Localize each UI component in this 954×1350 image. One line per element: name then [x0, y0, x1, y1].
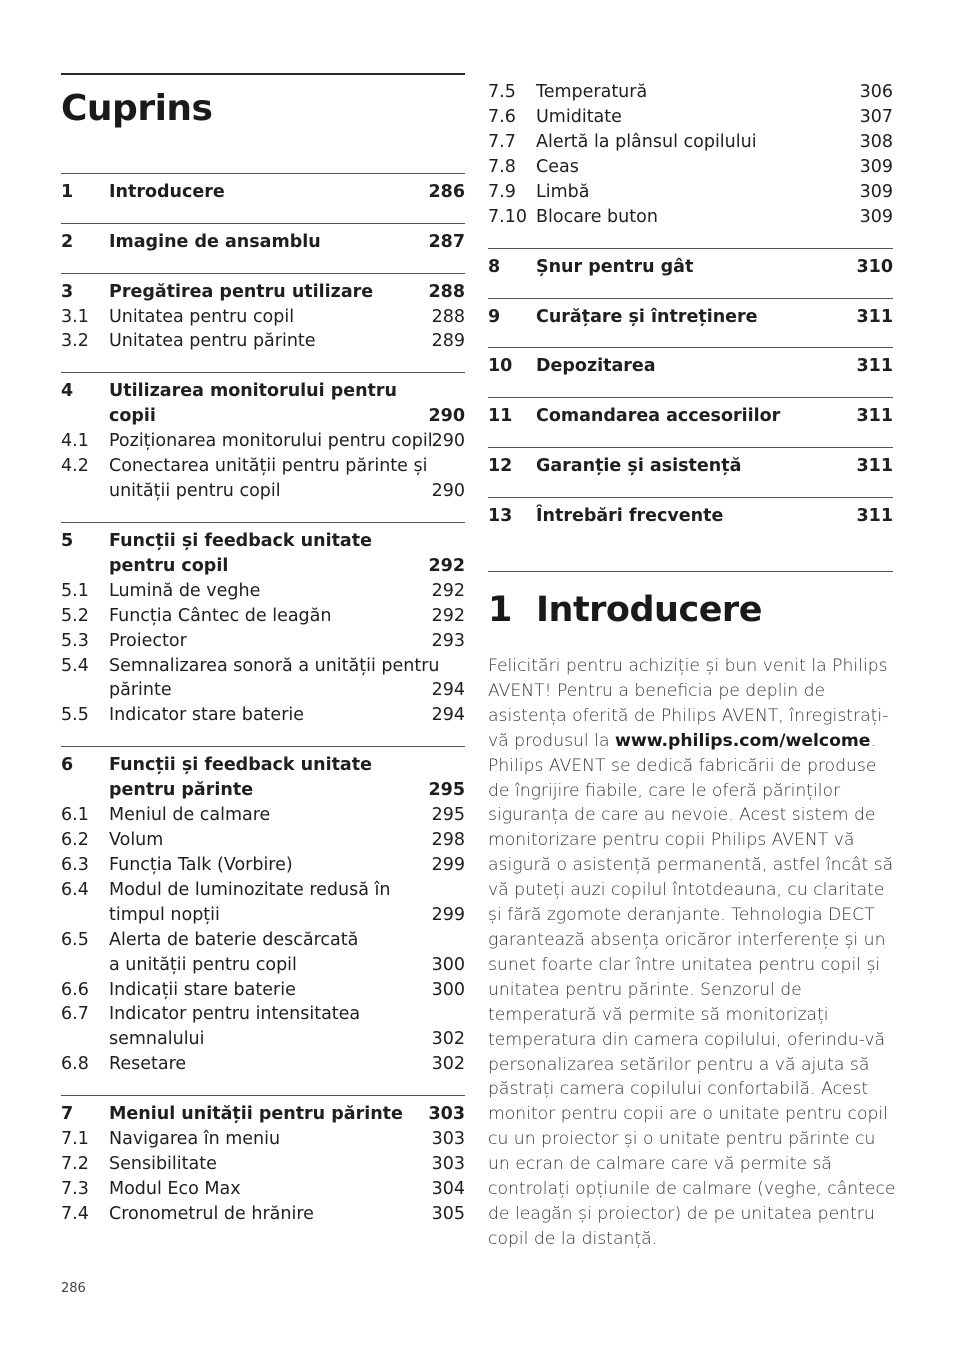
toc-entry-number: 5.5	[61, 705, 89, 725]
toc-entry[interactable]	[61, 978, 465, 1003]
toc-entry-title: Sensibilitate	[109, 1154, 217, 1174]
toc-entry[interactable]	[61, 778, 465, 803]
toc-entry-title: Volum	[109, 830, 164, 850]
toc-entry-number: 5	[61, 531, 74, 551]
toc-entry-title: Introducere	[109, 182, 225, 202]
toc-entry[interactable]	[61, 1027, 465, 1052]
toc-entry-page: 299	[431, 905, 465, 925]
toc-entry[interactable]	[61, 529, 465, 554]
toc-rule	[488, 347, 893, 348]
toc-entry-page: 303	[428, 1104, 465, 1124]
toc-entry-title: Resetare	[109, 1054, 187, 1074]
toc-entry[interactable]	[61, 629, 465, 654]
toc-entry-title: Funcția Cântec de leagăn	[109, 606, 332, 626]
toc-entry[interactable]	[488, 155, 893, 180]
toc-entry-title: Curățare și întreținere	[536, 307, 758, 327]
toc-entry-title: Depozitarea	[536, 356, 656, 376]
toc-entry[interactable]	[61, 953, 465, 978]
toc-entry-number: 7	[61, 1104, 74, 1124]
toc-entry-title: pentru părinte	[109, 780, 254, 800]
toc-entry-title: Indicator stare baterie	[109, 705, 305, 725]
toc-entry-page: 309	[859, 157, 893, 177]
toc-entry-title: Întrebări frecvente	[536, 506, 724, 526]
toc-entry-page: 309	[859, 207, 893, 227]
toc-entry[interactable]	[488, 80, 893, 105]
toc-entry[interactable]	[61, 479, 465, 504]
toc-entry-number: 7.5	[488, 82, 516, 102]
toc-entry-number: 8	[488, 257, 501, 277]
toc-entry-number: 6	[61, 755, 74, 775]
toc-entry-number: 6.1	[61, 805, 89, 825]
toc-entry[interactable]	[61, 903, 465, 928]
toc-entry-page: 294	[431, 705, 465, 725]
toc-entry-title: timpul nopții	[109, 905, 220, 925]
toc-entry-title: Alertă la plânsul copilului	[536, 132, 757, 152]
toc-entry[interactable]	[61, 928, 465, 953]
toc-entry[interactable]	[61, 454, 465, 479]
intro-text-start: Felicitări pentru achiziție și bun venit la Philips AVENT! Pentru a beneficia pe deplin de asistența oferită de Philips AVENT, înregistrați-vă produsul la	[488, 656, 889, 751]
toc-entry-title: Poziționarea monitorului pentru copil	[109, 431, 433, 451]
toc-entry[interactable]	[61, 404, 465, 429]
toc-entry-number: 2	[61, 232, 74, 252]
toc-entry[interactable]	[61, 703, 465, 728]
toc-entry-number: 7.3	[61, 1179, 89, 1199]
toc-entry-number: 7.1	[61, 1129, 89, 1149]
toc-rule	[488, 397, 893, 398]
toc-entry-number: 7.2	[61, 1154, 89, 1174]
toc-entry[interactable]	[488, 354, 893, 379]
toc-rule	[61, 372, 465, 373]
toc-entry-page: 303	[431, 1129, 465, 1149]
toc-entry[interactable]	[61, 429, 465, 454]
toc-entry-page: 293	[431, 631, 465, 651]
toc-entry-title: Umiditate	[536, 107, 622, 127]
toc-entry[interactable]	[61, 579, 465, 604]
toc-entry-page: 302	[431, 1054, 465, 1074]
toc-entry[interactable]	[61, 1052, 465, 1077]
toc-entry[interactable]	[61, 878, 465, 903]
intro-text	[488, 654, 896, 1252]
toc-entry[interactable]	[61, 853, 465, 878]
toc-entry-number: 6.2	[61, 830, 89, 850]
welcome-link[interactable]: www.philips.com/welcome	[614, 730, 871, 751]
toc-entry-title: Modul de luminozitate redusă în	[109, 880, 391, 900]
toc-entry-title: Funcții și feedback unitate	[109, 531, 372, 551]
toc-entry[interactable]	[61, 604, 465, 629]
toc-entry-number: 4.2	[61, 456, 89, 476]
section-title: Introducere	[536, 590, 762, 630]
toc-entry-number: 5.4	[61, 656, 89, 676]
toc-rule	[61, 173, 465, 174]
toc-entry-number: 4.1	[61, 431, 89, 451]
toc-entry-number: 3	[61, 282, 74, 302]
toc-entry-number: 6.3	[61, 855, 89, 875]
toc-rule	[488, 497, 893, 498]
toc-entry-title: Semnalizarea sonoră a unității pentru	[109, 656, 440, 676]
toc-entry-page: 289	[431, 331, 465, 351]
toc-rule	[61, 273, 465, 274]
toc-entry-number: 12	[488, 456, 513, 476]
toc-entry-page: 300	[431, 955, 465, 975]
toc-entry[interactable]	[488, 404, 893, 429]
toc-entry-page: 286	[428, 182, 465, 202]
toc-entry[interactable]	[61, 828, 465, 853]
intro-paragraph-1	[488, 654, 896, 754]
toc-entry-page: 303	[431, 1154, 465, 1174]
toc-entry-title: Ceas	[536, 157, 579, 177]
toc-entry[interactable]	[61, 1152, 465, 1177]
toc-entry-page: 290	[428, 406, 465, 426]
toc-entry-number: 6.6	[61, 980, 89, 1000]
toc-entry[interactable]	[61, 329, 465, 354]
toc-entry[interactable]	[61, 305, 465, 330]
toc-entry-page: 302	[431, 1029, 465, 1049]
toc-entry-title: unității pentru copil	[109, 481, 281, 501]
toc-entry-number: 7.4	[61, 1204, 89, 1224]
toc-entry-title: Meniul unității pentru părinte	[109, 1104, 403, 1124]
toc-entry-number: 5.2	[61, 606, 89, 626]
toc-entry-title: părinte	[109, 680, 172, 700]
toc-entry-number: 6.4	[61, 880, 89, 900]
toc-entry-number: 5.1	[61, 581, 89, 601]
toc-entry-title: Alerta de baterie descărcată	[109, 930, 359, 950]
toc-entry-number: 6.7	[61, 1004, 89, 1024]
toc-entry-title: Blocare buton	[536, 207, 658, 227]
toc-entry-page: 292	[431, 606, 465, 626]
toc-entry-title: Unitatea pentru părinte	[109, 331, 316, 351]
top-rule	[61, 73, 465, 75]
toc-rule	[488, 248, 893, 249]
toc-entry-title: Funcții și feedback unitate	[109, 755, 372, 775]
toc-entry-page: 311	[856, 356, 893, 376]
toc-entry[interactable]	[61, 180, 465, 205]
toc-entry-title: Unitatea pentru copil	[109, 307, 295, 327]
toc-entry-number: 7.10	[488, 207, 527, 227]
toc-entry-number: 1	[61, 182, 74, 202]
toc-entry-number: 6.5	[61, 930, 89, 950]
toc-entry[interactable]	[61, 803, 465, 828]
toc-entry[interactable]	[61, 1127, 465, 1152]
toc-rule	[488, 298, 893, 299]
toc-entry-number: 4	[61, 381, 74, 401]
toc-entry-title: Modul Eco Max	[109, 1179, 241, 1199]
toc-entry-number: 10	[488, 356, 513, 376]
toc-entry-title: Navigarea în meniu	[109, 1129, 281, 1149]
toc-entry-page: 307	[859, 107, 893, 127]
toc-rule	[61, 223, 465, 224]
page-number: 286	[61, 1281, 86, 1296]
toc-entry[interactable]	[61, 1102, 465, 1127]
toc-entry-number: 7.7	[488, 132, 516, 152]
toc-entry-title: Imagine de ansamblu	[109, 232, 321, 252]
toc-entry[interactable]	[61, 1002, 465, 1027]
toc-entry-title: Lumină de veghe	[109, 581, 261, 601]
toc-entry[interactable]	[61, 230, 465, 255]
toc-entry-title: Temperatură	[536, 82, 648, 102]
toc-entry[interactable]	[61, 678, 465, 703]
toc-entry-title: Comandarea accesoriilor	[536, 406, 781, 426]
toc-entry[interactable]	[61, 753, 465, 778]
toc-entry-page: 294	[431, 680, 465, 700]
toc-entry-title: Garanție și asistență	[536, 456, 742, 476]
toc-entry-page: 304	[431, 1179, 465, 1199]
toc-entry-page: 290	[431, 431, 465, 451]
section-number: 1	[488, 590, 512, 630]
toc-entry-page: 305	[431, 1204, 465, 1224]
toc-entry[interactable]	[61, 654, 465, 679]
toc-entry-title: Funcția Talk (Vorbire)	[109, 855, 293, 875]
toc-entry-number: 3.2	[61, 331, 89, 351]
toc-entry[interactable]	[61, 1202, 465, 1227]
toc-entry-number: 7.8	[488, 157, 516, 177]
toc-entry-number: 9	[488, 307, 501, 327]
toc-entry[interactable]	[488, 305, 893, 330]
toc-entry-title: Proiector	[109, 631, 187, 651]
toc-entry-number: 7.6	[488, 107, 516, 127]
toc-entry-title: Indicator pentru intensitatea	[109, 1004, 361, 1024]
toc-entry-page: 292	[431, 581, 465, 601]
toc-entry-page: 311	[856, 456, 893, 476]
toc-entry[interactable]	[61, 1177, 465, 1202]
toc-entry[interactable]	[488, 130, 893, 155]
toc-entry[interactable]	[488, 105, 893, 130]
toc-entry-number: 7.9	[488, 182, 516, 202]
toc-entry-number: 6.8	[61, 1054, 89, 1074]
toc-entry-page: 299	[431, 855, 465, 875]
toc-rule	[61, 522, 465, 523]
toc-entry-title: Pregătirea pentru utilizare	[109, 282, 374, 302]
toc-entry-title: Limbă	[536, 182, 590, 202]
toc-entry[interactable]	[488, 504, 893, 529]
toc-entry-page: 311	[856, 307, 893, 327]
toc-entry-title: Indicații stare baterie	[109, 980, 296, 1000]
toc-entry-page: 311	[856, 406, 893, 426]
toc-entry-page: 295	[431, 805, 465, 825]
toc-entry-page: 288	[431, 307, 465, 327]
toc-rule	[488, 447, 893, 448]
toc-entry-title: Meniul de calmare	[109, 805, 271, 825]
toc-entry-title: a unității pentru copil	[109, 955, 297, 975]
toc-entry-page: 300	[431, 980, 465, 1000]
toc-entry-page: 310	[856, 257, 893, 277]
toc-entry-number: 3.1	[61, 307, 89, 327]
toc-entry-page: 309	[859, 182, 893, 202]
toc-entry[interactable]	[61, 280, 465, 305]
toc-entry-page: 290	[431, 481, 465, 501]
toc-entry-title: Cronometrul de hrănire	[109, 1204, 314, 1224]
toc-rule	[61, 1095, 465, 1096]
toc-entry-page: 288	[428, 282, 465, 302]
toc-entry-page: 287	[428, 232, 465, 252]
toc-rule	[488, 571, 893, 572]
intro-paragraph-2: Philips AVENT se dedică fabricării de produse de îngrijire fiabile, care le oferă părinților siguranța de care au nevoie. Acest sistem de monitorizare pentru copii Philips AVENT vă asigură o asistență permanentă, astfel încât să vă puteți auzi copilul întotdeauna, cu claritate și fără zgomote deranjante. Tehnologia DECT garantează absența oricăror interferențe și un sunet foarte clar între unitatea pentru copil și unitatea pentru părinte. Senzorul de temperatură vă permite să monitorizați temperatura din camera copilului, oferindu-vă personalizarea setărilor pentru a vă ajuta să păstrați camera copilului confortabilă. Acest monitor pentru copii are o unitate pentru copil cu un proiector și o unitate pentru părinte cu un ecran de calmare care vă permite să controlați opțiunile de calmare (veghe, cântece de leagăn și proiector) de pe unitatea pentru copil de la distanță.	[488, 755, 896, 1249]
toc-entry-title: pentru copil	[109, 556, 229, 576]
toc-entry[interactable]	[488, 255, 893, 280]
toc-entry[interactable]	[61, 379, 465, 404]
toc-entry[interactable]	[61, 554, 465, 579]
intro-text-end: .	[870, 730, 876, 751]
toc-entry-page: 292	[428, 556, 465, 576]
toc-entry-page: 308	[859, 132, 893, 152]
toc-entry-title: copii	[109, 406, 156, 426]
toc-entry[interactable]	[488, 180, 893, 205]
page-title: Cuprins	[61, 88, 213, 129]
toc-entry[interactable]	[488, 205, 893, 230]
toc-entry-title: semnalului	[109, 1029, 205, 1049]
toc-entry-page: 298	[431, 830, 465, 850]
toc-entry-number: 5.3	[61, 631, 89, 651]
toc-rule	[61, 746, 465, 747]
toc-entry-title: Șnur pentru gât	[536, 257, 694, 277]
toc-entry-number: 13	[488, 506, 513, 526]
toc-entry-page: 295	[428, 780, 465, 800]
toc-entry-title: Utilizarea monitorului pentru	[109, 381, 398, 401]
toc-entry[interactable]	[488, 454, 893, 479]
toc-entry-page: 306	[859, 82, 893, 102]
toc-entry-page: 311	[856, 506, 893, 526]
toc-entry-title: Conectarea unității pentru părinte și	[109, 456, 428, 476]
toc-entry-number: 11	[488, 406, 513, 426]
